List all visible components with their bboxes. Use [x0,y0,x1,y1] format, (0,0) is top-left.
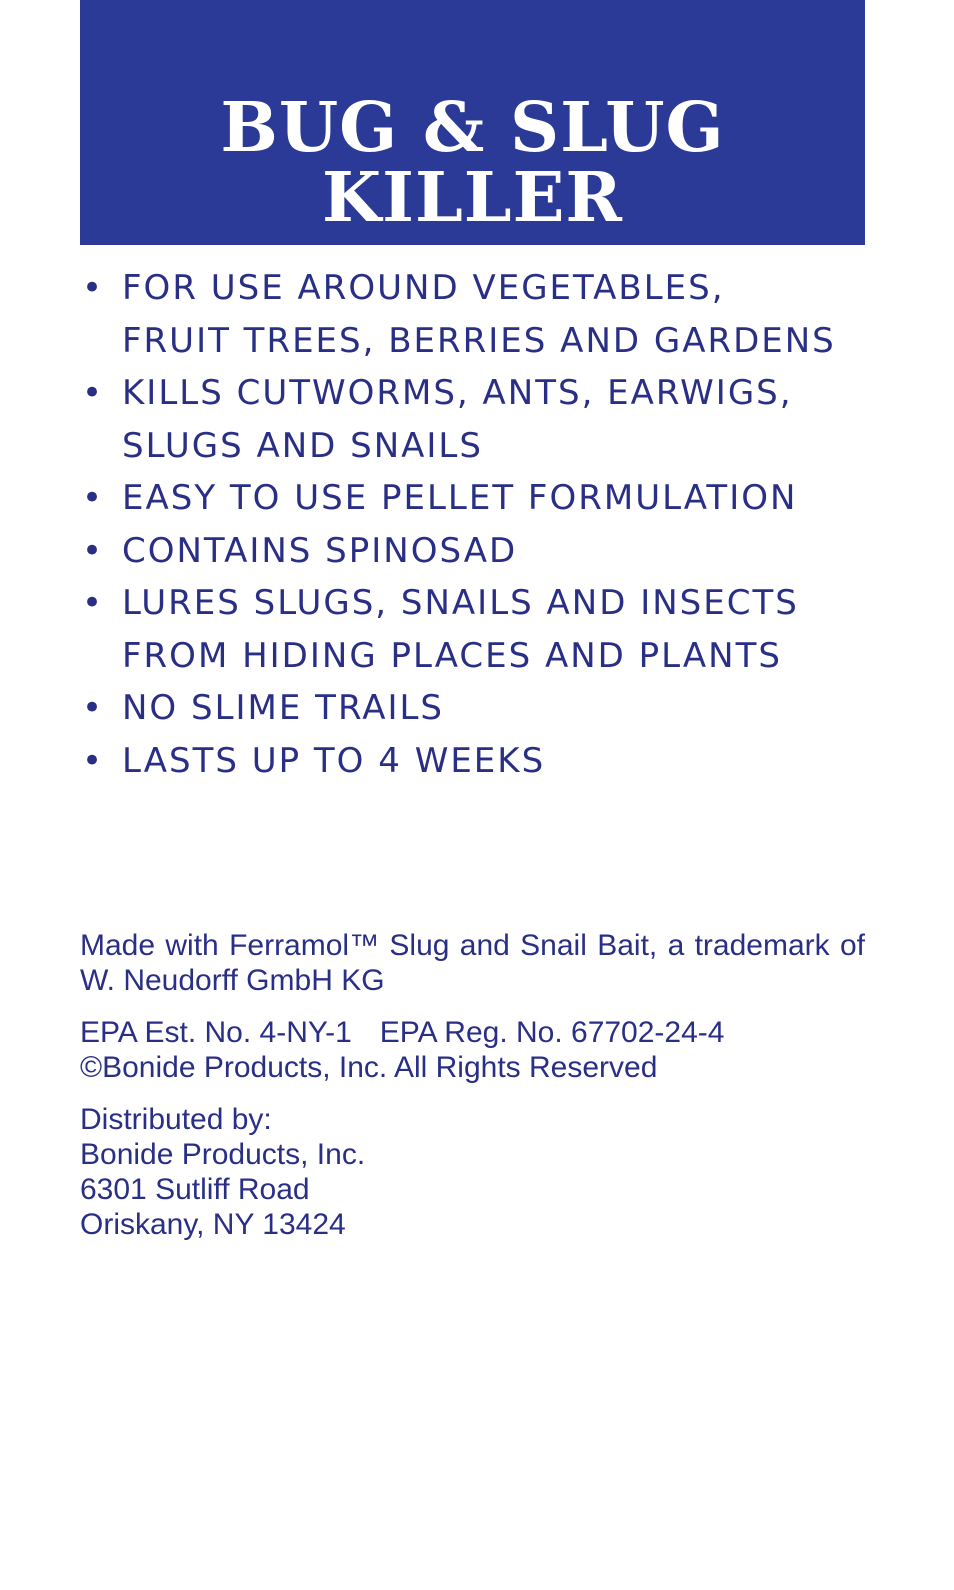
feature-line: LURES SLUGS, SNAILS AND INSECTS [122,583,799,623]
bullet-icon: • [82,583,105,623]
feature-line: FOR USE AROUND VEGETABLES, [122,268,725,308]
trademark-word: Ferramol™ [229,929,380,962]
feature-item [82,367,872,472]
feature-line: FRUIT TREES, BERRIES AND GARDENS [122,320,836,361]
distributor-street: 6301 Sutliff Road [80,1173,310,1206]
feature-line: CONTAINS SPINOSAD [122,530,518,571]
bullet-icon: • [82,688,105,728]
distributor-name: Bonide Products, Inc. [80,1138,366,1171]
feature-line: LASTS UP TO 4 WEEKS [122,740,546,781]
trademark-word: with [165,929,219,962]
bullet-icon: • [82,740,105,781]
bullet-icon: • [82,530,105,571]
feature-item [82,735,872,788]
trademark-word: of [839,929,865,962]
distributor-block [80,1102,865,1242]
product-title-line-2: KILLER [322,158,623,238]
trademark-word: and [459,929,510,962]
feature-list [82,262,872,787]
trademark-line-1 [80,928,865,963]
bullet-icon: • [82,478,105,518]
feature-item [82,577,872,682]
trademark-word: a [667,929,685,962]
epa-registration-number: EPA Reg. No. 67702-24-4 [379,1016,725,1049]
feature-item [82,682,872,735]
registration-block [80,1015,865,1085]
feature-item [82,525,872,578]
feature-line: EASY TO USE PELLET FORMULATION [122,478,798,518]
feature-item [82,262,872,367]
trademark-word: trademark [694,929,830,962]
bullet-icon: • [82,373,105,413]
trademark-word: Snail [520,929,587,962]
feature-line: KILLS CUTWORMS, ANTS, EARWIGS, [122,373,793,413]
trademark-line-2: W. Neudorff GmbH KG [80,964,385,997]
feature-line: FROM HIDING PLACES AND PLANTS [122,635,782,676]
feature-item [82,472,872,525]
trademark-word: Bait, [597,929,658,962]
distributor-label: Distributed by: [80,1103,272,1136]
trademark-word: Slug [389,929,450,962]
epa-numbers [80,1015,865,1050]
epa-establishment-number: EPA Est. No. 4-NY-1 [80,1016,352,1049]
copyright-notice: ©Bonide Products, Inc. All Rights Reserved [80,1051,658,1084]
bullet-icon: • [82,268,105,308]
trademark-word: Made [80,929,156,962]
feature-line: NO SLIME TRAILS [122,688,445,728]
feature-line: SLUGS AND SNAILS [122,425,483,466]
title-banner [80,0,865,245]
trademark-notice [80,928,865,998]
distributor-city: Oriskany, NY 13424 [80,1208,346,1241]
product-title-line-1: BUG & SLUG [220,88,725,168]
